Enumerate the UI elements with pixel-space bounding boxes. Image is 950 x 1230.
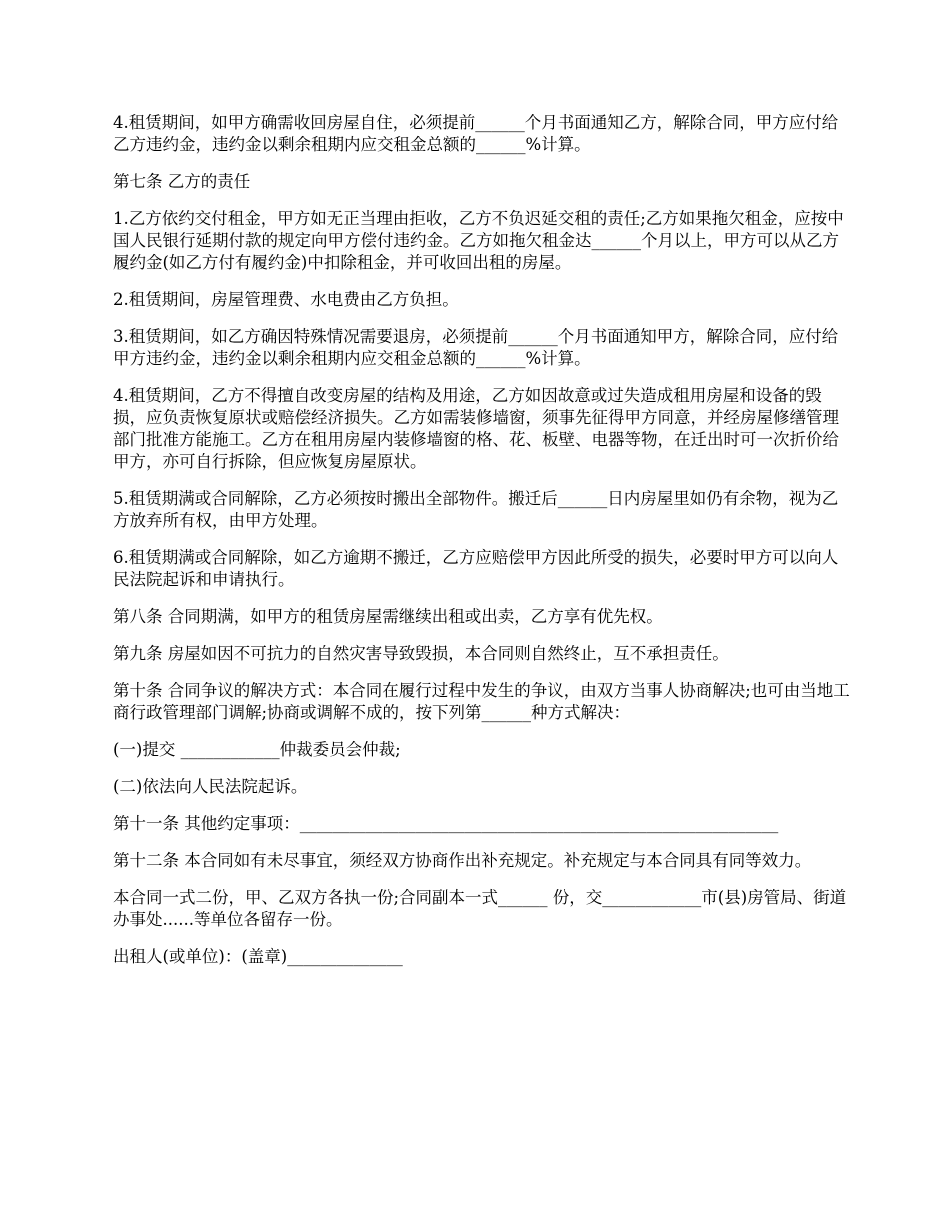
article-paragraph: 第八条 合同期满，如甲方的租赁房屋需继续出租或出卖，乙方享有优先权。	[113, 607, 663, 626]
clause-paragraph: 4.租赁期间，乙方不得擅自改变房屋的结构及用途，乙方如因故意或过失造成租用房屋和设备的毁损，应负责恢复原状或赔偿经济损失。乙方如需装修墙窗，须事先征得甲方同意，并经房屋修缮管理部门批准方能施工。乙方在租用房屋内装修墙窗的格、花、板壁、电器等物，在迁出时可一次折价给甲方，亦可自行拆除，但应恢复房屋原状。	[113, 386, 839, 471]
clause-paragraph: 1.乙方依约交付租金，甲方如无正当理由拒收，乙方不负迟延交租的责任;乙方如果拖欠租金，应按中国人民银行延期付款的规定向甲方偿付违约金。乙方如拖欠租金达______个月以上，甲方可以从乙方履约金(如乙方付有履约金)中扣除租金，并可收回出租的房屋。	[113, 209, 844, 272]
section-heading: 第七条 乙方的责任	[113, 172, 251, 191]
clause-paragraph: 4.租赁期间，如甲方确需收回房屋自住，必须提前______个月书面通知乙方，解除合同，甲方应付给乙方违约金，违约金以剩余租期内应交租金总额的______%计算。	[113, 113, 839, 154]
signature-line: 出租人(或单位)：(盖章)______________	[113, 947, 403, 966]
clause-paragraph: 5.租赁期满或合同解除，乙方必须按时搬出全部物件。搬迁后______日内房屋里如仍有余物，视为乙方放弃所有权，由甲方处理。	[113, 489, 839, 530]
clause-paragraph: 2.租赁期间，房屋管理费、水电费由乙方负担。	[113, 290, 459, 309]
document-body	[113, 112, 853, 983]
article-paragraph: 第十二条 本合同如有未尽事宜，须经双方协商作出补充规定。补充规定与本合同具有同等效力。	[113, 851, 812, 870]
article-paragraph: 第十一条 其他约定事项：__________________________________________________________	[113, 814, 779, 833]
option-paragraph: (一)提交 ____________仲裁委员会仲裁;	[113, 740, 401, 759]
article-paragraph: 第十条 合同争议的解决方式：本合同在履行过程中发生的争议，由双方当事人协商解决;也可由当地工商行政管理部门调解;协商或调解不成的，按下列第______种方式解决：	[113, 681, 850, 722]
clause-paragraph: 3.租赁期间，如乙方确因特殊情况需要退房，必须提前______个月书面通知甲方，解除合同，应付给甲方违约金，违约金以剩余租期内应交租金总额的______%计算。	[113, 327, 839, 368]
clause-paragraph: 6.租赁期满或合同解除，如乙方逾期不搬迁，乙方应赔偿甲方因此所受的损失，必要时甲方可以向人民法院起诉和申请执行。	[113, 548, 839, 589]
option-paragraph: (二)依法向人民法院起诉。	[113, 777, 308, 796]
copies-paragraph: 本合同一式二份，甲、乙双方各执一份;合同副本一式______ 份，交____________市(县)房管局、街道办事处......等单位各留存一份。	[113, 888, 847, 929]
article-paragraph: 第九条 房屋如因不可抗力的自然灾害导致毁损，本合同则自然终止，互不承担责任。	[113, 644, 729, 663]
